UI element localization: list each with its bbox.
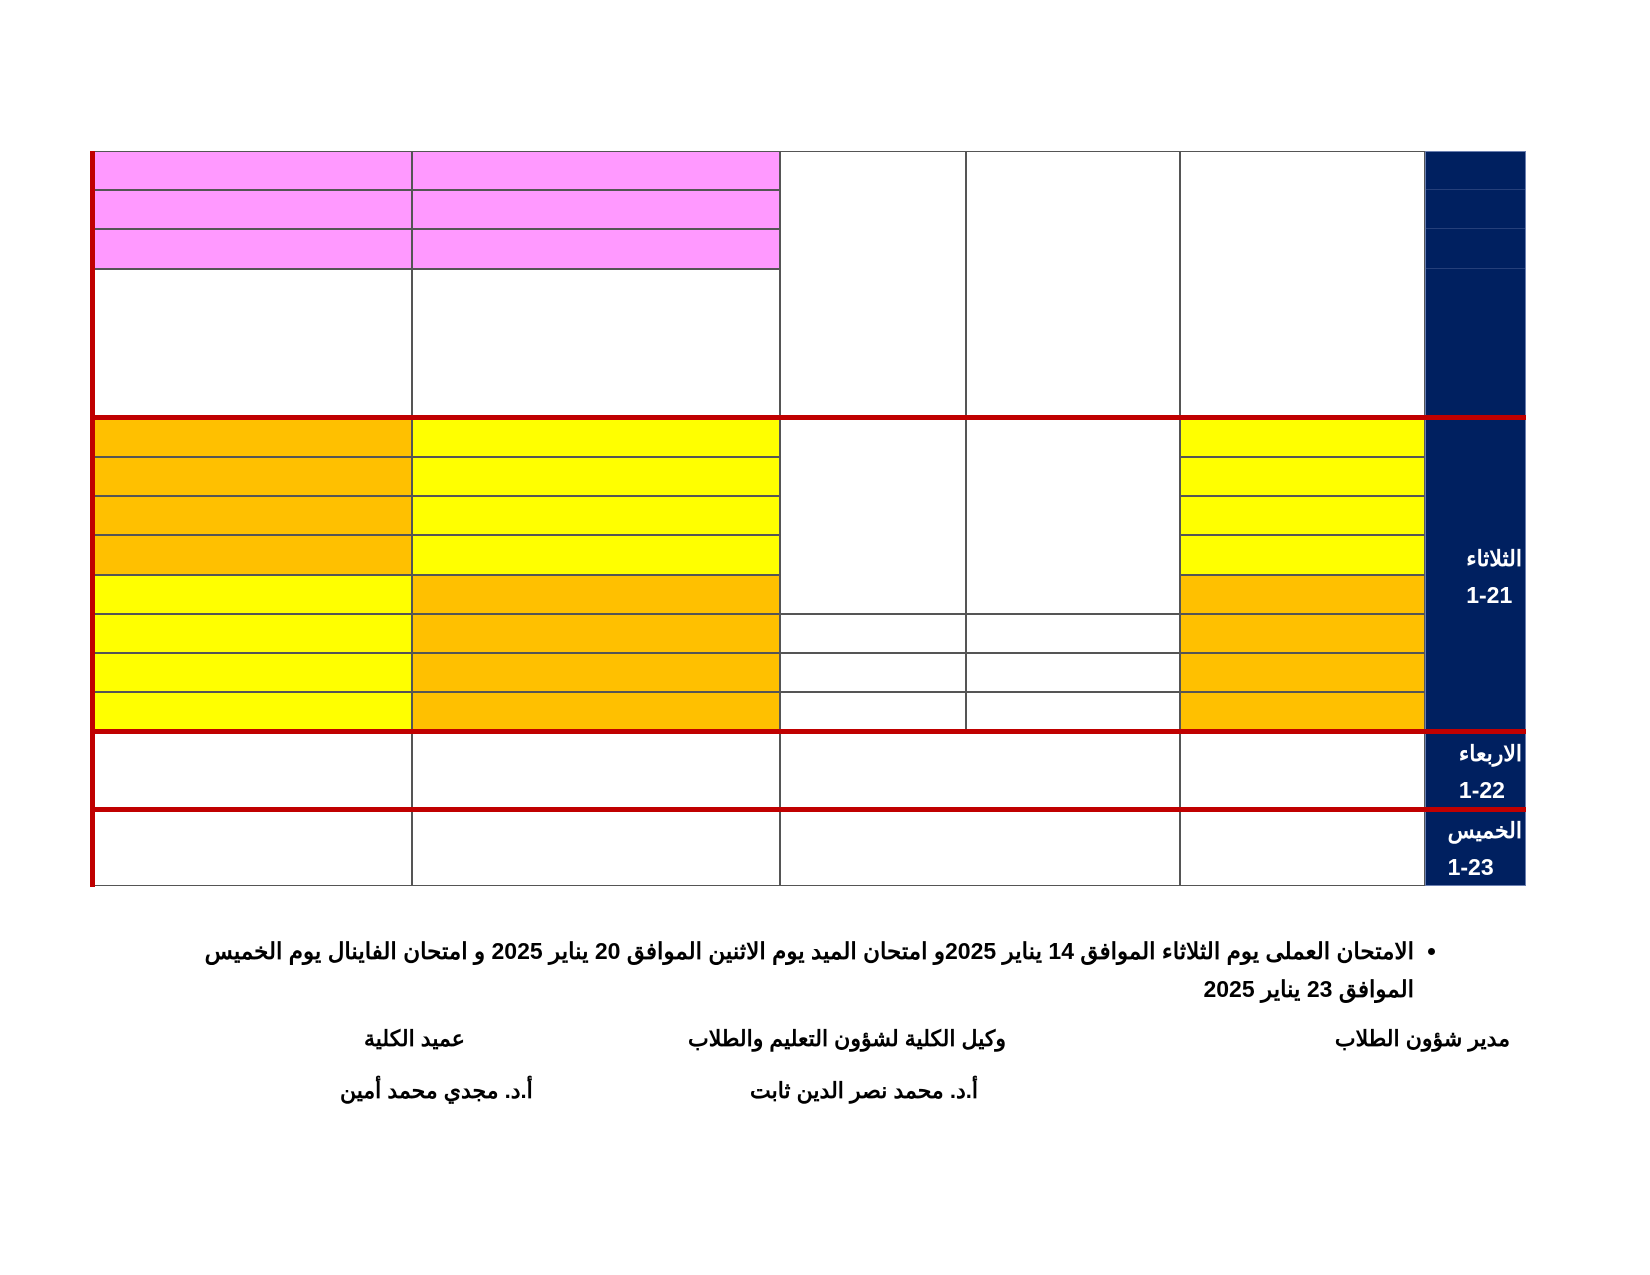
table-cell <box>1180 417 1425 457</box>
vice-dean-name: أ.د. محمد نصر الدين ثابت <box>750 1078 978 1103</box>
table-cell <box>966 653 1180 692</box>
table-cell <box>1180 457 1425 496</box>
table-cell <box>412 731 780 809</box>
table-cell <box>1180 614 1425 653</box>
table-cell <box>412 417 780 457</box>
table-cell <box>412 653 780 692</box>
table-cell <box>90 731 412 809</box>
table-cell <box>412 229 780 269</box>
table-left-border <box>90 151 95 887</box>
day-separator <box>90 415 1526 420</box>
table-cell <box>412 614 780 653</box>
day-name: الخميس <box>1447 818 1522 843</box>
table-cell <box>1180 151 1425 417</box>
table-cell <box>90 496 412 535</box>
day-name: الثلاثاء <box>1466 546 1522 571</box>
note-text: • الامتحان العملى يوم الثلاثاء الموافق 14 يناير 2025و امتحان الميد يوم الاثنين الموافق 20 يناير 2025 و امتحان الفاينال يوم الخميس الموافق 23 يناير 2025 <box>170 932 1414 1008</box>
table-cell <box>90 457 412 496</box>
table-cell <box>90 190 412 229</box>
table-cell <box>1180 575 1425 614</box>
table-cell <box>780 417 966 614</box>
table-cell <box>412 575 780 614</box>
day-label <box>1466 540 1522 614</box>
table-cell <box>90 692 412 731</box>
table-cell <box>412 190 780 229</box>
table-cell <box>1180 809 1425 886</box>
table-cell <box>90 151 412 190</box>
table-cell <box>412 692 780 731</box>
day-date: 1-23 <box>1447 854 1494 880</box>
table-cell <box>90 269 412 417</box>
table-cell <box>90 614 412 653</box>
day-label <box>1448 812 1522 886</box>
dean-name: أ.د. مجدي محمد أمين <box>340 1078 533 1103</box>
table-cell <box>412 151 780 190</box>
vice-dean-title: وكيل الكلية لشؤون التعليم والطلاب <box>688 1026 1006 1051</box>
table-cell <box>1180 535 1425 575</box>
table-cell <box>90 653 412 692</box>
table-cell <box>412 496 780 535</box>
day-separator <box>90 807 1526 812</box>
day-name: الاربعاء <box>1458 741 1522 766</box>
table-cell <box>780 731 1180 809</box>
table-cell <box>412 809 780 886</box>
day-date: 1-22 <box>1458 777 1505 803</box>
students-affairs-title: مدير شؤون الطلاب <box>1334 1026 1510 1051</box>
table-cell <box>412 269 780 417</box>
exam-dates-note <box>170 932 1440 1008</box>
table-cell <box>90 575 412 614</box>
table-cell <box>780 692 966 731</box>
table-cell <box>1180 496 1425 535</box>
table-cell <box>966 151 1180 417</box>
day-cell <box>1425 151 1526 417</box>
table-cell <box>780 653 966 692</box>
table-cell <box>966 692 1180 731</box>
dean-title: عميد الكلية <box>364 1026 465 1051</box>
day-separator <box>90 729 1526 734</box>
table-cell <box>780 614 966 653</box>
day-date: 1-21 <box>1466 582 1513 608</box>
exam-schedule-table <box>90 151 1530 888</box>
table-cell <box>412 535 780 575</box>
table-cell <box>1180 692 1425 731</box>
table-cell <box>412 457 780 496</box>
day-label <box>1459 735 1522 809</box>
table-cell <box>90 809 412 886</box>
table-cell <box>1180 653 1425 692</box>
table-cell <box>90 417 412 457</box>
table-cell <box>966 614 1180 653</box>
table-cell <box>966 417 1180 614</box>
table-cell <box>90 535 412 575</box>
table-cell <box>1180 731 1425 809</box>
table-cell <box>780 809 1180 886</box>
table-cell <box>90 229 412 269</box>
table-cell <box>780 151 966 417</box>
